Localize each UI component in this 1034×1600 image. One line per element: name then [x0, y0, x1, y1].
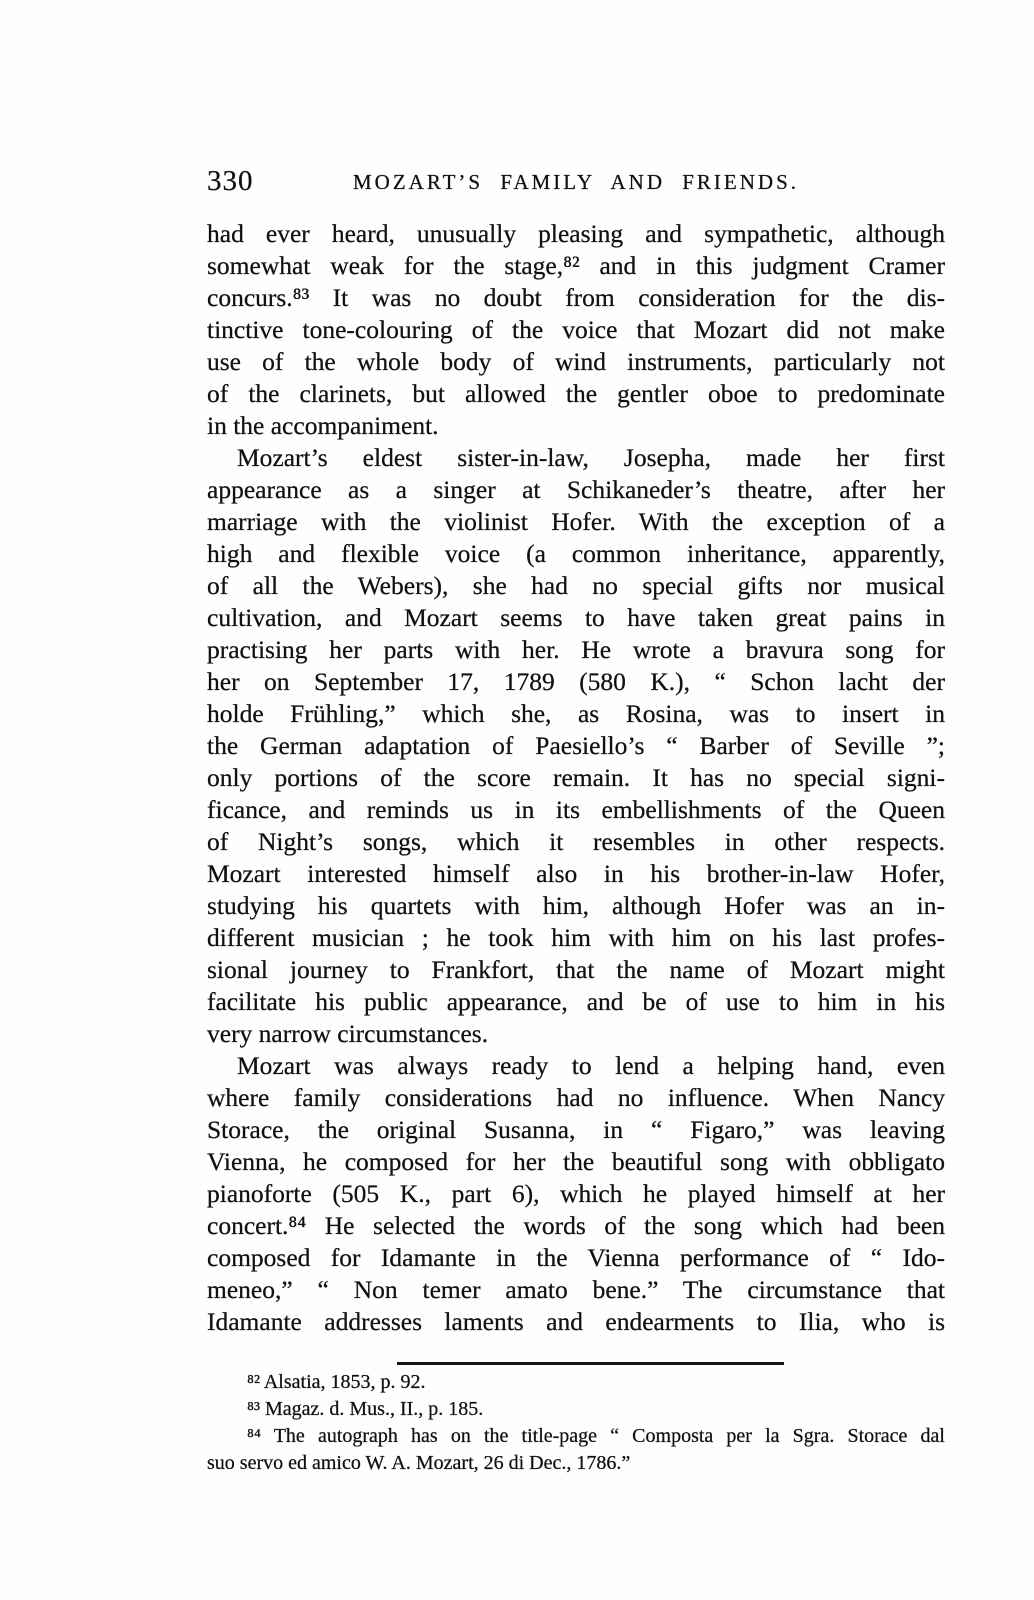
page-number: 330 — [207, 165, 254, 197]
body-line: had ever heard, unusually pleasing and sympathetic, although — [207, 219, 945, 248]
running-title: MOZART’S FAMILY AND FRIENDS. — [353, 170, 799, 194]
body-line: concurs.⁸³ It was no doubt from consideration for the dis- — [207, 283, 945, 312]
body-line: composed for Idamante in the Vienna performance of “ Ido- — [207, 1243, 945, 1272]
body-line: concert.⁸⁴ He selected the words of the song which had been — [207, 1211, 945, 1240]
body-line: appearance as a singer at Schikaneder’s theatre, after her — [207, 475, 945, 504]
footnote-line: suo servo ed amico W. A. Mozart, 26 di Dec., 1786.” — [207, 1452, 631, 1474]
footnote-line: ⁸² Alsatia, 1853, p. 92. — [247, 1371, 426, 1393]
body-text — [207, 218, 945, 1338]
body-line: very narrow circumstances. — [207, 1019, 489, 1048]
page-header — [207, 160, 945, 200]
body-line: practising her parts with her. He wrote a bravura song for — [207, 635, 945, 664]
body-line: her on September 17, 1789 (580 K.), “ Schon lacht der — [207, 667, 945, 696]
body-line: tinctive tone-colouring of the voice that Mozart did not make — [207, 315, 945, 344]
body-line: Mozart was always ready to lend a helping hand, even — [237, 1051, 945, 1080]
body-line: holde Frühling,” which she, as Rosina, was to insert in — [207, 699, 945, 728]
body-line: sional journey to Frankfort, that the name of Mozart might — [207, 955, 945, 984]
footnote-line: ⁸³ Magaz. d. Mus., II., p. 185. — [247, 1398, 484, 1420]
footnote-separator-rule — [397, 1362, 784, 1365]
body-line: pianoforte (505 K., part 6), which he played himself at her — [207, 1179, 945, 1208]
footnotes — [207, 1369, 945, 1477]
body-line: where family considerations had no influence. When Nancy — [207, 1083, 945, 1112]
body-line: meneo,” “ Non temer amato bene.” The circumstance that — [207, 1275, 945, 1304]
body-line: studying his quartets with him, although Hofer was an in- — [207, 891, 945, 920]
body-line: facilitate his public appearance, and be of use to him in his — [207, 987, 945, 1016]
body-line: Storace, the original Susanna, in “ Figaro,” was leaving — [207, 1115, 945, 1144]
body-line: different musician ; he took him with him on his last profes- — [207, 923, 945, 952]
body-line: of Night’s songs, which it resembles in other respects. — [207, 827, 945, 856]
body-line: in the accompaniment. — [207, 411, 439, 440]
body-line: cultivation, and Mozart seems to have taken great pains in — [207, 603, 945, 632]
body-line: the German adaptation of Paesiello’s “ Barber of Seville ”; — [207, 731, 945, 760]
body-line: of the clarinets, but allowed the gentler oboe to predominate — [207, 379, 945, 408]
body-line: Mozart’s eldest sister-in-law, Josepha, made her first — [237, 443, 945, 472]
body-line: somewhat weak for the stage,⁸² and in this judgment Cramer — [207, 251, 945, 280]
footnote-line: ⁸⁴ The autograph has on the title-page “ Composta per la Sgra. Storace dal — [247, 1425, 945, 1447]
body-line: only portions of the score remain. It has no special signi- — [207, 763, 945, 792]
body-line: high and flexible voice (a common inheritance, apparently, — [207, 539, 945, 568]
body-line: marriage with the violinist Hofer. With the exception of a — [207, 507, 945, 536]
body-line: Idamante addresses laments and endearments to Ilia, who is — [207, 1307, 945, 1336]
body-line: Vienna, he composed for her the beautiful song with obbligato — [207, 1147, 945, 1176]
body-line: use of the whole body of wind instruments, particularly not — [207, 347, 945, 376]
body-line: of all the Webers), she had no special gifts nor musical — [207, 571, 945, 600]
body-line: ficance, and reminds us in its embellishments of the Queen — [207, 795, 945, 824]
body-line: Mozart interested himself also in his brother-in-law Hofer, — [207, 859, 945, 888]
